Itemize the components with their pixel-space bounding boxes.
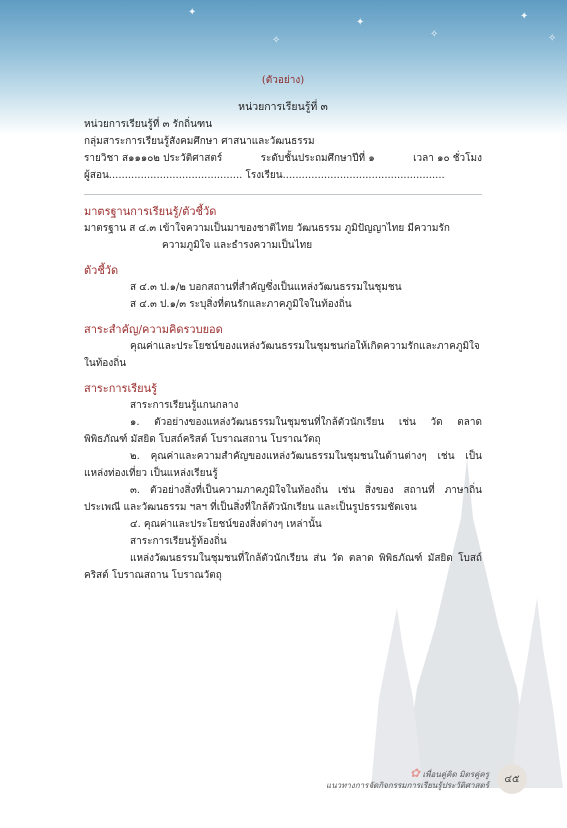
sparkle-icon: ✧ — [548, 33, 557, 44]
subject-row — [84, 150, 482, 167]
flower-icon: ✿ — [409, 765, 420, 780]
sparkle-icon: ✧ — [272, 35, 281, 46]
indicator-item: ส ๔.๓ ป.๑/๒ บอกสถานที่สำคัญซึ่งเป็นแหล่งวัฒนธรรมในชุมชน — [130, 282, 402, 293]
unit-line: หน่วยการเรียนรู้ที่ ๓ รักถิ่นฑน — [84, 119, 213, 130]
page-footer — [326, 764, 527, 794]
page-number: ๔๕ — [497, 764, 527, 794]
core-content-item: ๑. ตัวอย่างของแหล่งวัฒนธรรมในชุมชนที่ใกล้ตัวนักเรียน เช่น วัด ตลาด พิพิธภัณฑ์ มัสยิด โบสถ์คริสต์ โบราณสถาน โบราณวัตถุ — [84, 417, 482, 445]
core-content-item: ๒. คุณค่าและความสำคัญของแหล่งวัฒนธรรมในชุมชนในด้านต่างๆ เช่น เป็นแหล่งท่องเที่ยว เป็นแหล่งเรียนรู้ — [84, 451, 482, 479]
unit-title: หน่วยการเรียนรู้ที่ ๓ — [238, 101, 328, 113]
learning-group-line: กลุ่มสาระการเรียนรู้สังคมศึกษา ศาสนาและวัฒนธรรม — [84, 136, 315, 147]
document-content — [84, 72, 482, 584]
sparkle-icon: ✦ — [188, 7, 197, 18]
subject-text: รายวิชา ส๑๑๑๐๒ ประวัติศาสตร์ — [84, 153, 223, 164]
footer-slogan: เพื่อนคู่คิด มิตรคู่ครู — [422, 769, 489, 779]
content-heading: สาระการเรียนรู้ — [84, 382, 157, 395]
section-divider — [84, 194, 482, 195]
level-text: ระดับชั้นประถมศึกษาปีที่ ๑ — [260, 153, 375, 164]
essence-heading: สาระสำคัญ/ความคิดรวบยอด — [84, 323, 223, 336]
standard-text-continued: ความภูมิใจ และธำรงความเป็นไทย — [162, 240, 313, 251]
essence-paragraph: คุณค่าและประโยชน์ของแหล่งวัฒนธรรมในชุมชนก่อให้เกิดความรักและภาคภูมิใจในท้องถิ่น — [84, 341, 480, 369]
indicator-heading: ตัวชี้วัด — [84, 264, 119, 277]
standard-text: มาตรฐาน ส ๔.๓ เข้าใจความเป็นมาของชาติไทย วัฒนธรรม ภูมิปัญญาไทย มีความรัก — [84, 223, 450, 234]
core-content-item: ๓. ตัวอย่างสิ่งที่เป็นความภาคภูมิใจในท้องถิ่น เช่น สิ่งของ สถานที่ ภาษาถิ่น ประเพณี และวัฒนธรรม ฯลฯ ที่เป็นสิ่งที่ใกล้ตัวนักเรียน และเป็นรูปธรรมชัดเจน — [84, 485, 482, 513]
sparkle-icon: ✦ — [356, 17, 365, 28]
core-content-item: ๔. คุณค่าและประโยชน์ของสิ่งต่างๆ เหล่านั้น — [130, 519, 322, 530]
local-content-label: สาระการเรียนรู้ท้องถิ่น — [130, 536, 227, 547]
standard-heading: มาตรฐานการเรียนรู้/ตัวชี้วัด — [84, 205, 217, 218]
indicator-item: ส ๔.๓ ป.๑/๓ ระบุสิ่งที่ตนรักและภาคภูมิใจในท้องถิ่น — [130, 299, 352, 310]
local-content-paragraph: แหล่งวัฒนธรรมในชุมชนที่ใกล้ตัวนักเรียน ส่น วัด ตลาด พิพิธภัณฑ์ มัสยิด โบสถ์คริสต์ โบราณสถาน โบราณวัตถุ — [84, 553, 482, 581]
footer-caption — [326, 765, 489, 791]
sparkle-icon: ✦ — [520, 11, 529, 22]
time-text: เวลา ๑๐ ชั่วโมง — [413, 153, 482, 164]
footer-book-title: แนวทางการจัดกิจกรรมการเรียนรู้ประวัติศาสตร์ — [326, 780, 489, 790]
example-label: (ตัวอย่าง) — [261, 75, 305, 86]
teacher-school-line: ผู้สอน.......................................... โรงเรียน................................................... — [84, 170, 445, 181]
sparkle-icon: ✧ — [430, 29, 439, 40]
core-content-label: สาระการเรียนรู้แกนกลาง — [130, 400, 239, 411]
